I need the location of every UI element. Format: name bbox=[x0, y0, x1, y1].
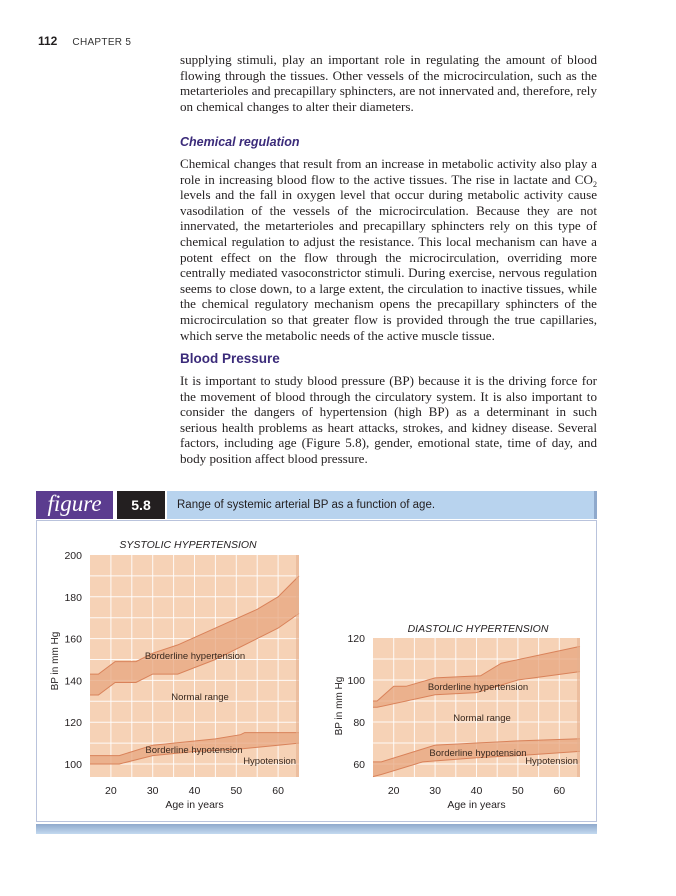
y-tick-label: 180 bbox=[64, 591, 82, 604]
x-tick-label: 60 bbox=[553, 785, 566, 797]
region-label: Normal range bbox=[171, 692, 229, 703]
region-label: Borderline hypotension bbox=[429, 748, 527, 759]
x-tick-label: 40 bbox=[188, 785, 201, 797]
blood-pressure-text: It is important to study blood pressure (BP) because it is the driving force for the movement of blood through the circulatory system. It is also important to consider the dangers of hypertension (high BP) as a determinant in such serious health problems as heart attacks, strokes, and kidney disease. Several factors, including age (Figure 5.8), gender, emotional state, time of day, and body position affect blood pressure. bbox=[180, 373, 597, 466]
x-axis-label: Age in years bbox=[165, 799, 224, 811]
y-tick-label: 100 bbox=[347, 675, 365, 687]
systolic-chart bbox=[50, 539, 299, 811]
x-tick-label: 30 bbox=[429, 785, 441, 797]
diastolic-chart bbox=[334, 623, 580, 811]
region-label: Borderline hypertension bbox=[144, 651, 246, 662]
heading-blood-pressure: Blood Pressure bbox=[180, 351, 280, 366]
chemical-text-a: Chemical changes that result from an increase in metabolic activity also play a role in increasing blood flow to the active tissues. The rise in lactate and CO bbox=[180, 156, 597, 187]
region-label: Borderline hypertension bbox=[427, 682, 529, 693]
chemical-text-b: levels and the fall in oxygen level that occur during metabolic activity cause vasodilation of the vessels of the microcirculation. Because they are not innervated, the metarterioles and precapillary sphincters rely on this type of chemical regulation to adjust the resistance. This local mechanism can have a potent effect on the flow through the microcirculation, overriding more centrally mediated vasoconstrictor stimuli. During exercise, nervous regulation seems to close down, to a large extent, the circulation to inactive tissues, while the chemical regulatory mechanism opens the precapillary sphincters of the microcirculation so that greater flow is provided through the true capillaries, which serve the metabolic needs of the active muscle tissue. bbox=[180, 187, 597, 343]
x-tick-label: 20 bbox=[387, 785, 400, 797]
x-tick-label: 60 bbox=[272, 785, 284, 797]
x-tick-label: 30 bbox=[146, 785, 159, 797]
y-tick-label: 160 bbox=[64, 633, 82, 646]
x-tick-label: 50 bbox=[230, 785, 243, 797]
figure-number: 5.8 bbox=[117, 491, 165, 519]
y-tick-label: 120 bbox=[64, 717, 82, 730]
region-label: Borderline hypotension bbox=[145, 745, 243, 756]
region-label: Hypotension bbox=[243, 756, 296, 767]
y-tick-label: 140 bbox=[64, 675, 82, 688]
chapter-label: CHAPTER 5 bbox=[72, 37, 132, 48]
figure-caption: Range of systemic arterial BP as a function of age. bbox=[167, 491, 597, 519]
y-tick-label: 100 bbox=[64, 759, 82, 771]
figure-label: figure bbox=[36, 491, 113, 519]
region-label: Normal range bbox=[453, 713, 511, 724]
x-tick-label: 20 bbox=[105, 785, 117, 797]
x-tick-label: 40 bbox=[470, 785, 483, 797]
y-tick-label: 60 bbox=[353, 759, 365, 771]
x-axis-label: Age in years bbox=[447, 799, 506, 811]
intro-text: supplying stimuli, play an important role in regulating the amount of blood flowing through the tissues. Other vessels of the microcirculation, such as the metarterioles and precapillary sphincters, are not innervated and, therefore, rely on chemical changes to alter their diameters. bbox=[180, 52, 597, 114]
y-axis-label: BP in mm Hg bbox=[50, 631, 61, 691]
subheading-chemical-regulation: Chemical regulation bbox=[180, 135, 300, 149]
y-axis-label: BP in mm Hg bbox=[334, 676, 345, 736]
region-label: Hypotension bbox=[525, 756, 578, 767]
y-tick-label: 80 bbox=[353, 717, 365, 729]
y-tick-label: 200 bbox=[64, 550, 82, 562]
chart-title: DIASTOLIC HYPERTENSION bbox=[407, 623, 549, 635]
co2-subscript: 2 bbox=[593, 179, 597, 189]
x-tick-label: 50 bbox=[512, 785, 524, 797]
chart-title: SYSTOLIC HYPERTENSION bbox=[119, 539, 257, 551]
page-number: 112 bbox=[38, 34, 58, 48]
y-tick-label: 120 bbox=[347, 633, 365, 645]
